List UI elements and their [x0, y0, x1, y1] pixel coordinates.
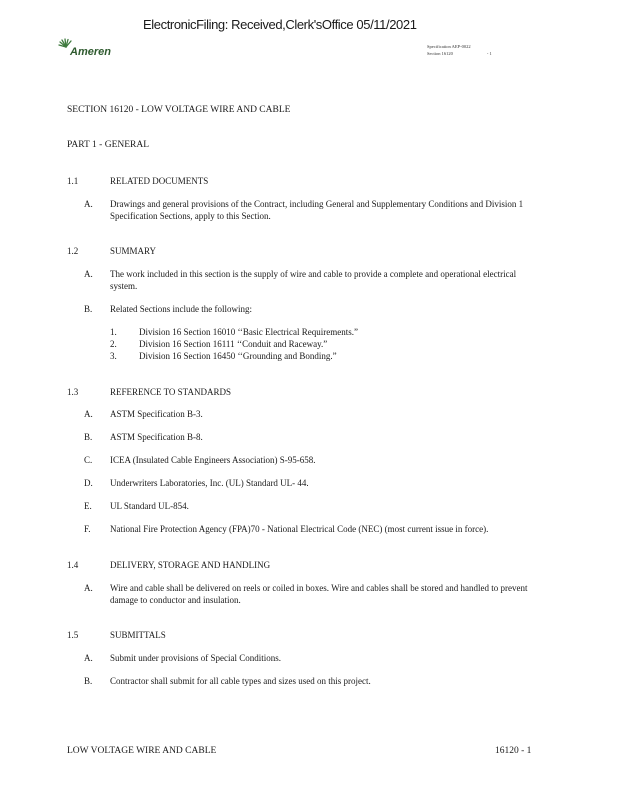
list-item-number: 3.: [110, 351, 117, 361]
paragraph-letter: E.: [84, 501, 92, 511]
paragraph-text: Contractor shall submit for all cable types and sizes used on this project.: [110, 676, 371, 686]
part-title: PART 1 - GENERAL: [67, 140, 150, 150]
footer-title: LOW VOLTAGE WIRE AND CABLE: [67, 746, 217, 756]
article-number: 1.2: [67, 246, 79, 256]
ameren-logo-text: Ameren: [70, 46, 111, 58]
paragraph-letter: C.: [84, 455, 93, 465]
paragraph-text: UL Standard UL-854.: [110, 501, 189, 511]
list-item-text: Division 16 Section 16010 ‘‘Basic Electrical Requirements.”: [139, 327, 359, 337]
footer-page-number: 16120 - 1: [495, 746, 532, 756]
paragraph-letter: F.: [84, 524, 91, 534]
paragraph-text: ICEA (Insulated Cable Engineers Association) S-95-658.: [110, 455, 316, 465]
paragraph-letter: A.: [84, 583, 93, 593]
article-heading: SUMMARY: [110, 246, 157, 256]
paragraph-letter: A.: [84, 409, 93, 419]
paragraph-text: Wire and cable shall be delivered on reels or coiled in boxes. Wire and cables shall be stored and handled to prevent damage to conductor and insulation.: [110, 583, 528, 605]
article-number: 1.4: [67, 560, 79, 570]
list-item-number: 2.: [110, 339, 117, 349]
paragraph-letter: A.: [84, 199, 93, 209]
list-item-text: Division 16 Section 16450 ‘‘Grounding and Bonding.”: [139, 351, 337, 361]
paragraph-letter: D.: [84, 478, 93, 488]
article-number: 1.3: [67, 387, 79, 397]
header-section-line: Section 16120 - 1: [427, 51, 492, 56]
article-heading: DELIVERY, STORAGE AND HANDLING: [110, 560, 271, 570]
ameren-logo: [58, 38, 118, 62]
article-heading: RELATED DOCUMENTS: [110, 176, 209, 186]
article-number: 1.1: [67, 176, 79, 186]
section-title: SECTION 16120 - LOW VOLTAGE WIRE AND CABLE: [67, 105, 291, 115]
article-heading: REFERENCE TO STANDARDS: [110, 387, 231, 397]
article-number: 1.5: [67, 630, 79, 640]
paragraph-text: ASTM Specification B-3.: [110, 409, 203, 419]
paragraph-text: Submit under provisions of Special Conditions.: [110, 653, 281, 663]
paragraph-letter: A.: [84, 269, 93, 279]
paragraph-text: Drawings and general provisions of the Contract, including General and Supplementary Conditions and Division 1 Specification Sections, apply to this Section.: [110, 199, 524, 221]
paragraph-text: National Fire Protection Agency (FPA)70 - National Electrical Code (NEC) (most current issue in force).: [110, 524, 489, 534]
paragraph-text: ASTM Specification B-8.: [110, 432, 203, 442]
header-page-number: - 1: [486, 51, 492, 56]
paragraph-text: Underwriters Laboratories, Inc. (UL) Standard UL- 44.: [110, 478, 309, 488]
header-spec-reference: [427, 43, 492, 57]
paragraph-letter: B.: [84, 676, 93, 686]
list-item-number: 1.: [110, 327, 117, 337]
header-spec-line: Specification AEP-0022: [427, 44, 471, 49]
paragraph-letter: B.: [84, 432, 93, 442]
filing-stamp: ElectronicFiling: Received,Clerk'sOffice 05/11/2021: [143, 17, 417, 32]
paragraph-letter: A.: [84, 653, 93, 663]
list-item-text: Division 16 Section 16111 ‘‘Conduit and Raceway.”: [139, 339, 328, 349]
article-heading: SUBMITTALS: [110, 630, 166, 640]
paragraph-letter: B.: [84, 304, 93, 314]
paragraph-text: The work included in this section is the supply of wire and cable to provide a complete and operational electrical system.: [110, 269, 517, 291]
paragraph-text: Related Sections include the following:: [110, 304, 252, 314]
